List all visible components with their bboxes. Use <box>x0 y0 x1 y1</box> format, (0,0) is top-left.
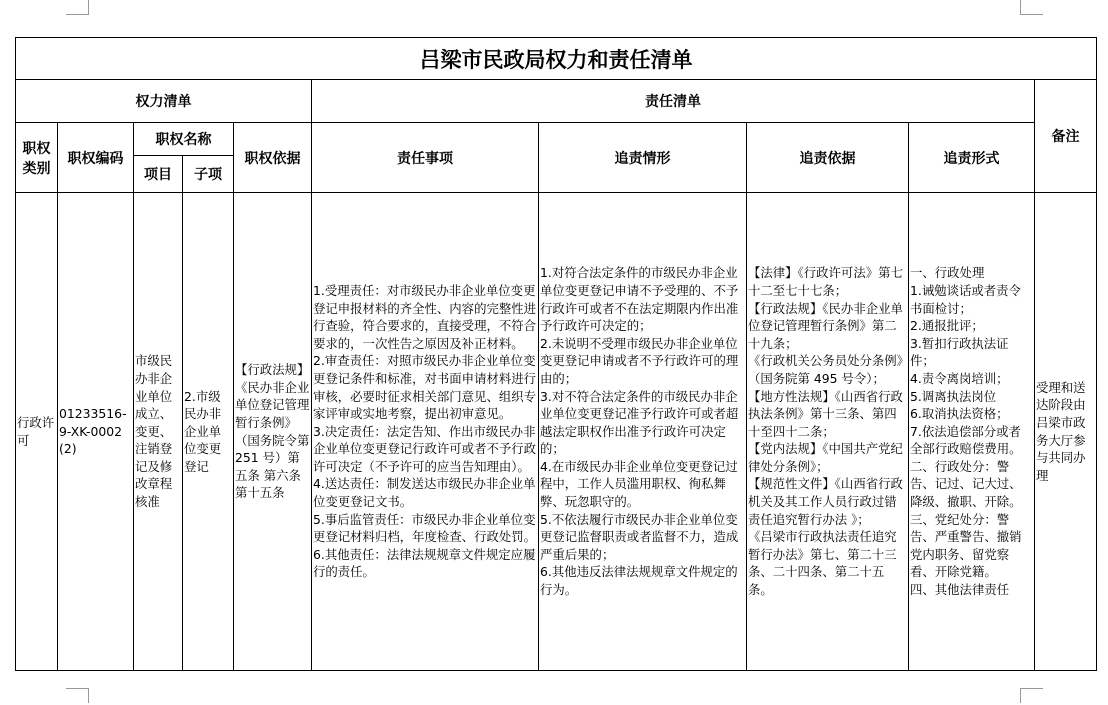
name-header: 职权名称 <box>134 123 234 156</box>
form-header: 追责形式 <box>909 123 1035 193</box>
remark-header: 备注 <box>1035 80 1097 193</box>
duty-header: 责任事项 <box>312 123 539 193</box>
crop-mark-top-right <box>1020 0 1043 15</box>
power-list-header: 权力清单 <box>16 80 312 123</box>
basis-cell: 【行政法规】《民办非企业单位登记管理暂行条例》（国务院令第 251 号）第五条 第六条 第十五条 <box>234 193 312 671</box>
table-row <box>16 193 1097 671</box>
crop-mark-bottom-right <box>1020 688 1043 703</box>
form-cell: 一、行政处理 1.诫勉谈话或者责令书面检讨； 2.通报批评； 3.暂扣行政执法证件； 4.责令离岗培训； 5.调离执法岗位 6.取消执法资格； 7.依法追偿部分或者全部行政赔偿费用。 二、行政处分：警告、记过、记大过、降级、撤职、开除。 三、党纪处分：警告、严重警告、撤销党内职务、留党察看、开除党籍。 四、其他法律责任 <box>909 193 1035 671</box>
page-title: 吕梁市民政局权力和责任清单 <box>16 38 1097 80</box>
situation-cell: 1.对符合法定条件的市级民办非企业单位变更登记申请不予受理的、不予行政许可或者不在法定期限内作出准予行政许可决定的； 2.未说明不受理市级民办非企业单位变更登记申请或者不予行政许可的理由的； 3.对不符合法定条件的市级民办非企业单位变更登记准予行政许可或者超越法定职权作出准予行政许可决定的； 4.在市级民办非企业单位变更登记过程中，工作人员滥用职权、徇私舞弊、玩忽职守的。 5.不依法履行市级民办非企业单位变更登记监督职责或者监督不力，造成严重后果的； 6.其他违反法律法规规章文件规定的行为。 <box>539 193 747 671</box>
item-cell: 市级民办非企业单位成立、变更、注销登记及修改章程核准 <box>134 193 183 671</box>
responsibility-list-header: 责任清单 <box>312 80 1035 123</box>
crop-mark-top-left <box>66 0 89 15</box>
subitem-cell: 2.市级民办非企业单位变更登记 <box>183 193 234 671</box>
duty-cell: 1.受理责任：对市级民办非企业单位变更登记申报材料的齐全性、内容的完整性进行查验，符合要求的，直接受理，不符合要求的，一次性告之原因及补正材料。 2.审查责任：对照市级民办非企业单位变更登记条件和标准，对书面申请材料进行审核，必要时征求相关部门意见、组织专家评审或实地考察，提出初审意见。 3.决定责任：法定告知、作出市级民办非企业单位变更登记行政许可或者不予行政许可决定（不予许可的应当告知理由）。 4.送达责任：制发送达市级民办非企业单位变更登记文书。 5.事后监管责任：市级民办非企业单位变更登记材料归档，年度检查、行政处罚。 6.其他责任：法律法规规章文件规定应履行的责任。 <box>312 193 539 671</box>
subitem-header: 子项 <box>183 156 234 193</box>
accountability-basis-header: 追责依据 <box>747 123 909 193</box>
category-header: 职权 类别 <box>16 123 58 193</box>
crop-mark-bottom-left <box>66 688 89 703</box>
accountability-basis-cell: 【法律】《行政许可法》第七十二至七十七条； 【行政法规】《民办非企业单位登记管理暂行条例》第二十九条； 《行政机关公务员处分条例》（国务院第 495 号令）； 【地方性法规】《山西省行政执法条例》第十三条、第四十至四十二条； 【党内法规】《中国共产党纪律处分条例》； 【规范性文件】《山西省行政机关及其工作人员行政过错责任追究暂行办法 》； 《吕梁市行政执法责任追究暂行办法》第七、第二十三条、二十四条、第二十五条。 <box>747 193 909 671</box>
code-cell: 01233516-9-XK-0002(2) <box>58 193 134 671</box>
code-header: 职权编码 <box>58 123 134 193</box>
item-header: 项目 <box>134 156 183 193</box>
power-responsibility-table <box>15 37 1097 671</box>
remark-cell: 受理和送达阶段由吕梁市政务大厅参与共同办理 <box>1035 193 1097 671</box>
category-cell: 行政许可 <box>16 193 58 671</box>
basis-header: 职权依据 <box>234 123 312 193</box>
situation-header: 追责情形 <box>539 123 747 193</box>
